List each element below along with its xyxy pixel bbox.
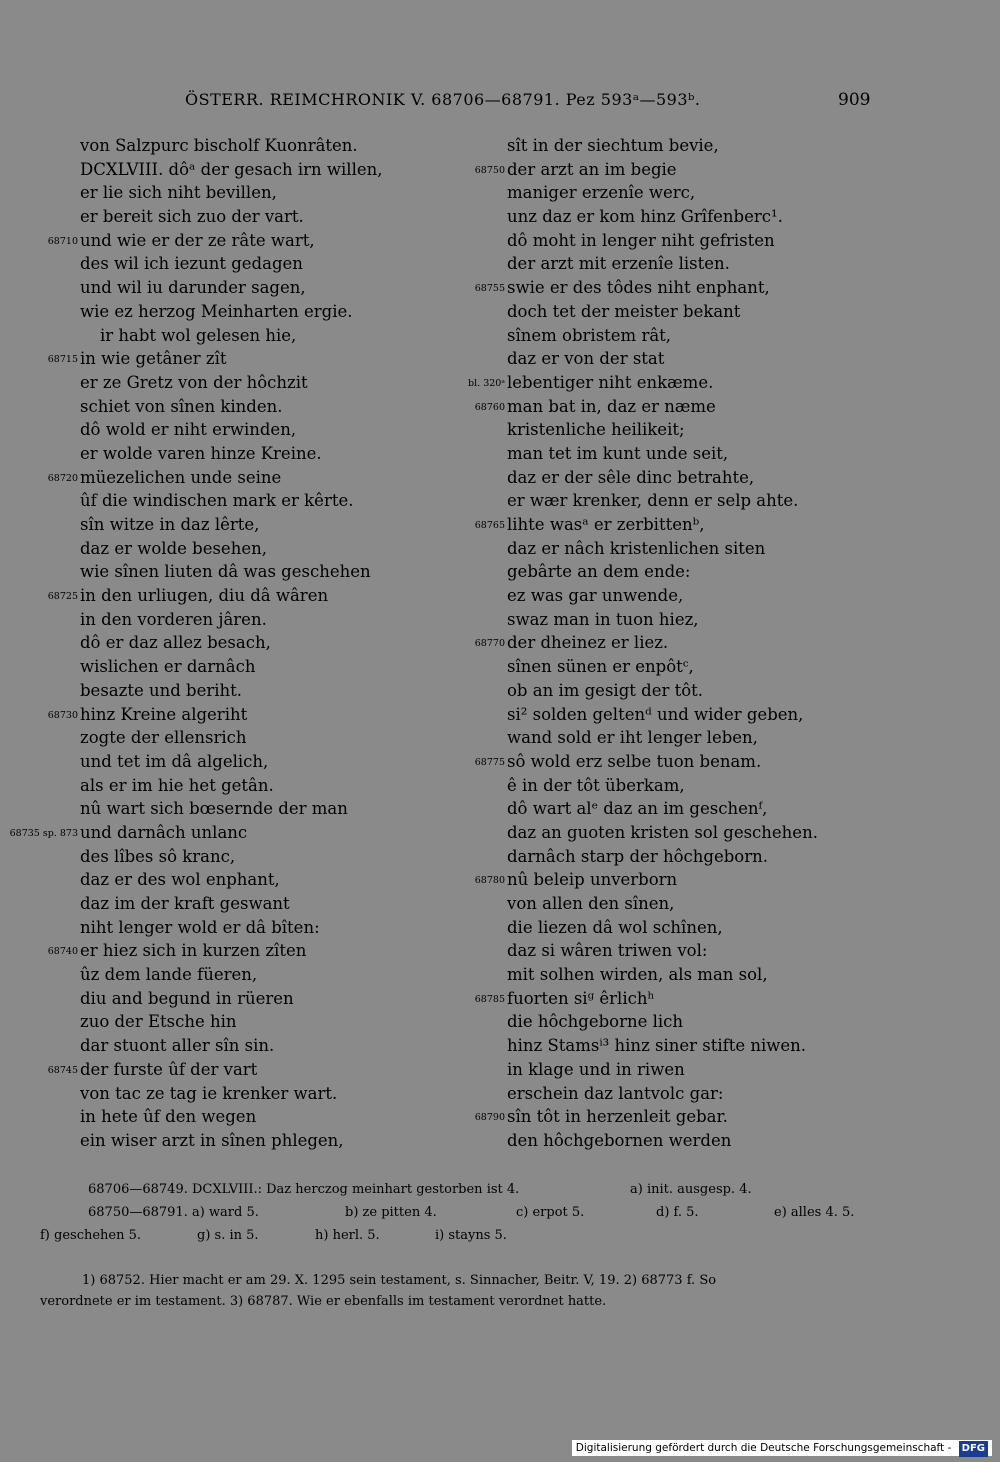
verse-text: ein wiser arzt in sînen phlegen, xyxy=(80,1130,344,1150)
verse-line xyxy=(507,584,927,608)
verse-text: und wil iu darunder sagen, xyxy=(80,278,306,298)
verse-text: ir habt wol gelesen hie, xyxy=(100,325,297,345)
verse-text: nû beleip unverborn xyxy=(507,870,678,890)
verse-text: müezelichen unde seine xyxy=(80,467,282,487)
verse-line xyxy=(507,821,927,845)
verse-text: nû wart sich bœsernde der man xyxy=(80,799,348,819)
variant-entry: 68706—68749. DCXLVIII.: Daz herczog meinhart gestorben ist 4. xyxy=(88,1182,520,1197)
verse-line xyxy=(80,892,460,916)
variant-row xyxy=(40,1201,880,1224)
verse-text: sîn tôt in herzenleit gebar. xyxy=(507,1107,728,1127)
verse-line xyxy=(80,845,460,869)
verse-line xyxy=(47,584,460,608)
verse-text: darnâch starp der hôchgeborn. xyxy=(507,846,768,866)
verse-text: der arzt an im begie xyxy=(507,159,677,179)
verse-line xyxy=(507,892,927,916)
verse-line xyxy=(507,560,927,584)
verse-line xyxy=(507,347,927,371)
verse-line xyxy=(507,1129,927,1153)
verse-text: mit solhen wirden, als man sol, xyxy=(507,965,768,985)
verse-line xyxy=(507,205,927,229)
line-number: 68725 xyxy=(47,591,78,603)
variant-entry: 68750—68791. a) ward 5. xyxy=(88,1205,259,1220)
verse-text: lebentiger niht enkæme. xyxy=(507,372,714,392)
verse-text: von tac ze tag ie krenker wart. xyxy=(80,1083,338,1103)
variant-apparatus xyxy=(40,1178,880,1247)
verse-line xyxy=(507,963,927,987)
verse-text: von allen den sînen, xyxy=(507,894,675,913)
verse-line xyxy=(80,963,460,987)
verse-text: si² solden geltenᵈ und wider geben, xyxy=(507,704,804,724)
footnotes xyxy=(40,1270,880,1312)
verse-text: besazte und beriht. xyxy=(80,680,243,700)
verse-line xyxy=(80,655,460,679)
verse-text: lihte wasᵃ er zerbittenᵇ, xyxy=(507,515,705,534)
verse-text: maniger erzenîe werc, xyxy=(507,183,696,203)
line-number: bl. 320ᵃ xyxy=(468,377,505,389)
verse-text: sînem obristem rât, xyxy=(507,325,672,345)
verse-line xyxy=(47,466,460,490)
verse-line xyxy=(80,608,460,632)
verse-line xyxy=(80,537,460,561)
verse-line xyxy=(80,181,460,205)
verse-line xyxy=(80,916,460,940)
verse-text: des wil ich iezunt gedagen xyxy=(80,254,303,274)
line-number: 68765 xyxy=(474,520,505,531)
verse-text: die hôchgeborne lich xyxy=(507,1012,684,1032)
verse-text: daz er des wol enphant, xyxy=(80,870,280,890)
variant-entry: i) stayns 5. xyxy=(435,1228,507,1243)
line-number: 68730 xyxy=(47,709,78,721)
verse-text: daz er nâch kristenlichen siten xyxy=(507,538,766,558)
verse-line xyxy=(47,939,460,963)
verse-line xyxy=(507,655,927,679)
verse-line xyxy=(507,703,927,727)
verse-line xyxy=(80,631,460,655)
verse-line xyxy=(80,513,460,537)
left-text-column xyxy=(9,134,460,1153)
verse-text: sô wold erz selbe tuon benam. xyxy=(507,751,762,771)
footnote-line: verordnete er im testament. 3) 68787. Wie er ebenfalls im testament verordnet hatte. xyxy=(40,1294,607,1309)
running-head: ÖSTERR. REIMCHRONIK V. 68706—68791. Pez 593ᵃ—593ᵇ. xyxy=(185,90,701,109)
verse-line xyxy=(507,774,927,798)
verse-text: er wær krenker, denn er selp ahte. xyxy=(507,491,799,511)
verse-text: er wolde varen hinze Kreine. xyxy=(80,443,322,463)
verse-line xyxy=(80,868,460,892)
variant-entry: e) alles 4. 5. xyxy=(774,1205,855,1220)
verse-line xyxy=(80,774,460,798)
verse-line xyxy=(507,229,927,253)
variant-row xyxy=(40,1178,880,1201)
verse-line xyxy=(47,229,460,253)
line-number: 68785 xyxy=(474,993,505,1005)
verse-text: hinz Kreine algeriht xyxy=(80,704,248,724)
verse-text: unz daz er kom hinz Grîfenberc¹. xyxy=(507,207,783,227)
verse-text: dô er daz allez besach, xyxy=(80,633,271,653)
variant-entry: h) herl. 5. xyxy=(315,1228,380,1243)
verse-text: dô wold er niht erwinden, xyxy=(80,420,297,440)
verse-line xyxy=(80,797,460,821)
variant-entry: f) geschehen 5. xyxy=(40,1228,142,1243)
verse-line xyxy=(80,489,460,513)
verse-line xyxy=(507,797,927,821)
verse-text: in den urliugen, diu dâ wâren xyxy=(80,586,329,606)
verse-text: schiet von sînen kinden. xyxy=(80,396,283,416)
verse-text: man tet im kunt unde seit, xyxy=(507,443,729,463)
variant-entry: g) s. in 5. xyxy=(197,1228,259,1243)
verse-line xyxy=(507,181,927,205)
verse-line xyxy=(468,371,927,395)
verse-line xyxy=(507,324,927,348)
line-number: 68770 xyxy=(474,638,505,650)
line-number: 68755 xyxy=(474,283,505,295)
verse-text: er bereit sich zuo der vart. xyxy=(80,207,304,227)
verse-line xyxy=(474,631,927,655)
verse-text: gebârte an dem ende: xyxy=(507,562,691,582)
verse-text: daz im der kraft geswant xyxy=(80,894,290,913)
verse-text: ûf die windischen mark er kêrte. xyxy=(80,491,354,511)
line-number: 68715 xyxy=(47,354,78,366)
verse-line xyxy=(507,726,927,750)
verse-line xyxy=(80,276,460,300)
verse-line xyxy=(474,750,927,774)
verse-line xyxy=(474,868,927,892)
verse-text: dar stuont aller sîn sin. xyxy=(80,1036,275,1056)
verse-text: wislichen er darnâch xyxy=(80,657,256,677)
verse-text: er hiez sich in kurzen zîten xyxy=(80,941,307,961)
verse-line xyxy=(507,916,927,940)
verse-text: dô moht in lenger niht gefristen xyxy=(507,230,775,250)
verse-line xyxy=(507,939,927,963)
verse-text: wie ez herzog Meinharten ergie. xyxy=(80,301,353,321)
verse-line xyxy=(507,1034,927,1058)
verse-text: er lie sich niht bevillen, xyxy=(80,183,277,203)
variant-row xyxy=(40,1224,880,1247)
verse-text: daz an guoten kristen sol geschehen. xyxy=(507,822,818,842)
right-text-column xyxy=(468,134,927,1153)
verse-line xyxy=(507,252,927,276)
page-header xyxy=(0,90,1000,112)
verse-line xyxy=(80,252,460,276)
verse-text: dô wart alᵉ daz an im geschenᶠ, xyxy=(507,799,768,819)
verse-line xyxy=(507,1058,927,1082)
verse-line xyxy=(474,1105,927,1129)
verse-text: hinz Stamsⁱ³ hinz siner stifte niwen. xyxy=(507,1036,807,1056)
verse-line xyxy=(80,418,460,442)
line-number: 68775 xyxy=(474,756,505,768)
verse-text: und wie er der ze râte wart, xyxy=(80,230,315,250)
verse-line xyxy=(507,134,927,158)
verse-line xyxy=(80,158,460,182)
verse-line xyxy=(507,845,927,869)
verse-line xyxy=(507,489,927,513)
verse-text: die liezen dâ wol schînen, xyxy=(507,917,723,937)
verse-text: der furste ûf der vart xyxy=(80,1059,258,1079)
line-number: 68710 xyxy=(47,235,78,247)
verse-line xyxy=(507,466,927,490)
verse-line xyxy=(474,276,927,300)
verse-text: diu and begund in rüeren xyxy=(80,988,294,1008)
verse-text: als er im hie het getân. xyxy=(80,775,274,795)
verse-text: in hete ûf den wegen xyxy=(80,1107,257,1127)
verse-line xyxy=(507,1082,927,1106)
verse-line xyxy=(80,750,460,774)
verse-text: man bat in, daz er næme xyxy=(507,396,716,416)
verse-line xyxy=(507,608,927,632)
variant-entry: d) f. 5. xyxy=(656,1205,699,1220)
verse-line xyxy=(80,1082,460,1106)
verse-line xyxy=(474,987,927,1011)
verse-line xyxy=(47,1058,460,1082)
variant-entry: a) init. ausgesp. 4. xyxy=(630,1182,752,1197)
verse-text: sînen sünen er enpôtᶜ, xyxy=(507,657,694,677)
verse-text: zogte der ellensrich xyxy=(80,728,247,748)
verse-line xyxy=(507,418,927,442)
line-number: 68720 xyxy=(47,472,78,484)
verse-line xyxy=(80,1129,460,1153)
verse-text: er ze Gretz von der hôchzit xyxy=(80,372,308,392)
verse-line xyxy=(47,347,460,371)
verse-line xyxy=(80,324,460,348)
verse-text: swie er des tôdes niht enphant, xyxy=(507,278,770,298)
verse-text: ûz dem lande füeren, xyxy=(80,965,258,985)
verse-text: sîn witze in daz lêrte, xyxy=(80,515,260,534)
verse-text: den hôchgebornen werden xyxy=(507,1130,732,1150)
verse-line xyxy=(474,395,927,419)
verse-text: in wie getâner zît xyxy=(80,349,227,369)
verse-line xyxy=(507,679,927,703)
verse-line xyxy=(474,513,927,537)
verse-text: sît in der siechtum bevie, xyxy=(507,136,719,155)
verse-text: und tet im dâ algelich, xyxy=(80,751,269,771)
verse-text: wand sold er iht lenger leben, xyxy=(507,728,758,748)
dfg-footer xyxy=(572,1440,992,1456)
verse-line xyxy=(80,1034,460,1058)
verse-line xyxy=(474,158,927,182)
verse-line xyxy=(507,537,927,561)
verse-text: daz er der sêle dinc betrahte, xyxy=(507,467,755,487)
line-number: 68740 xyxy=(47,946,78,958)
verse-text: des lîbes sô kranc, xyxy=(80,846,236,866)
line-number: 68760 xyxy=(474,401,505,413)
verse-text: doch tet der meister bekant xyxy=(507,301,741,321)
verse-text: der dheinez er liez. xyxy=(507,633,669,653)
verse-text: fuorten siᵍ êrlichʰ xyxy=(507,988,655,1008)
verse-line xyxy=(80,442,460,466)
line-number: 68750 xyxy=(474,164,505,176)
variant-entry: b) ze pitten 4. xyxy=(345,1205,437,1220)
verse-line xyxy=(80,1105,460,1129)
verse-line xyxy=(80,205,460,229)
verse-line xyxy=(80,395,460,419)
verse-text: DCXLVIII. dôᵃ der gesach irn willen, xyxy=(80,159,383,179)
verse-line xyxy=(507,1010,927,1034)
verse-text: ê in der tôt überkam, xyxy=(507,775,685,795)
verse-text: und darnâch unlanc xyxy=(80,822,248,842)
line-number: 68780 xyxy=(474,875,505,887)
verse-line xyxy=(80,987,460,1011)
verse-text: von Salzpurc bischolf Kuonrâten. xyxy=(80,136,358,155)
verse-line xyxy=(80,679,460,703)
verse-text: zuo der Etsche hin xyxy=(80,1012,237,1032)
verse-line xyxy=(80,1010,460,1034)
footnote-line: 1) 68752. Hier macht er am 29. X. 1295 sein testament, s. Sinnacher, Beitr. V, 19. 2) 68773 f. So xyxy=(82,1273,717,1288)
verse-text: daz er von der stat xyxy=(507,349,665,369)
verse-text: in den vorderen jâren. xyxy=(80,609,267,629)
verse-text: daz si wâren triwen vol: xyxy=(507,941,708,961)
page-number: 909 xyxy=(838,90,871,110)
verse-line xyxy=(80,726,460,750)
verse-line xyxy=(507,300,927,324)
line-number: 68790 xyxy=(474,1112,505,1124)
verse-text: swaz man in tuon hiez, xyxy=(507,609,699,629)
verse-text: kristenliche heilikeit; xyxy=(507,420,685,440)
verse-line xyxy=(80,300,460,324)
verse-text: wie sînen liuten dâ was geschehen xyxy=(80,562,371,582)
footer-text: Digitalisierung gefördert durch die Deutsche Forschungsgemeinschaft - xyxy=(575,1442,952,1454)
verse-text: in klage und in riwen xyxy=(507,1059,685,1079)
verse-text: ob an im gesigt der tôt. xyxy=(507,680,704,700)
verse-text: niht lenger wold er dâ bîten: xyxy=(80,917,320,937)
verse-line xyxy=(47,703,460,727)
dfg-logo: DFG xyxy=(959,1441,988,1457)
verse-line xyxy=(507,442,927,466)
line-number: 68745 xyxy=(47,1064,78,1076)
verse-text: erschein daz lantvolc gar: xyxy=(507,1083,724,1103)
verse-text: daz er wolde besehen, xyxy=(80,538,267,558)
line-number: 68735 sp. 873 xyxy=(9,827,78,839)
verse-line xyxy=(80,134,460,158)
verse-text: der arzt mit erzenîe listen. xyxy=(507,254,730,274)
verse-text: ez was gar unwende, xyxy=(507,586,684,606)
variant-entry: c) erpot 5. xyxy=(516,1205,585,1220)
verse-line xyxy=(80,371,460,395)
verse-line xyxy=(9,821,460,845)
verse-line xyxy=(80,560,460,584)
